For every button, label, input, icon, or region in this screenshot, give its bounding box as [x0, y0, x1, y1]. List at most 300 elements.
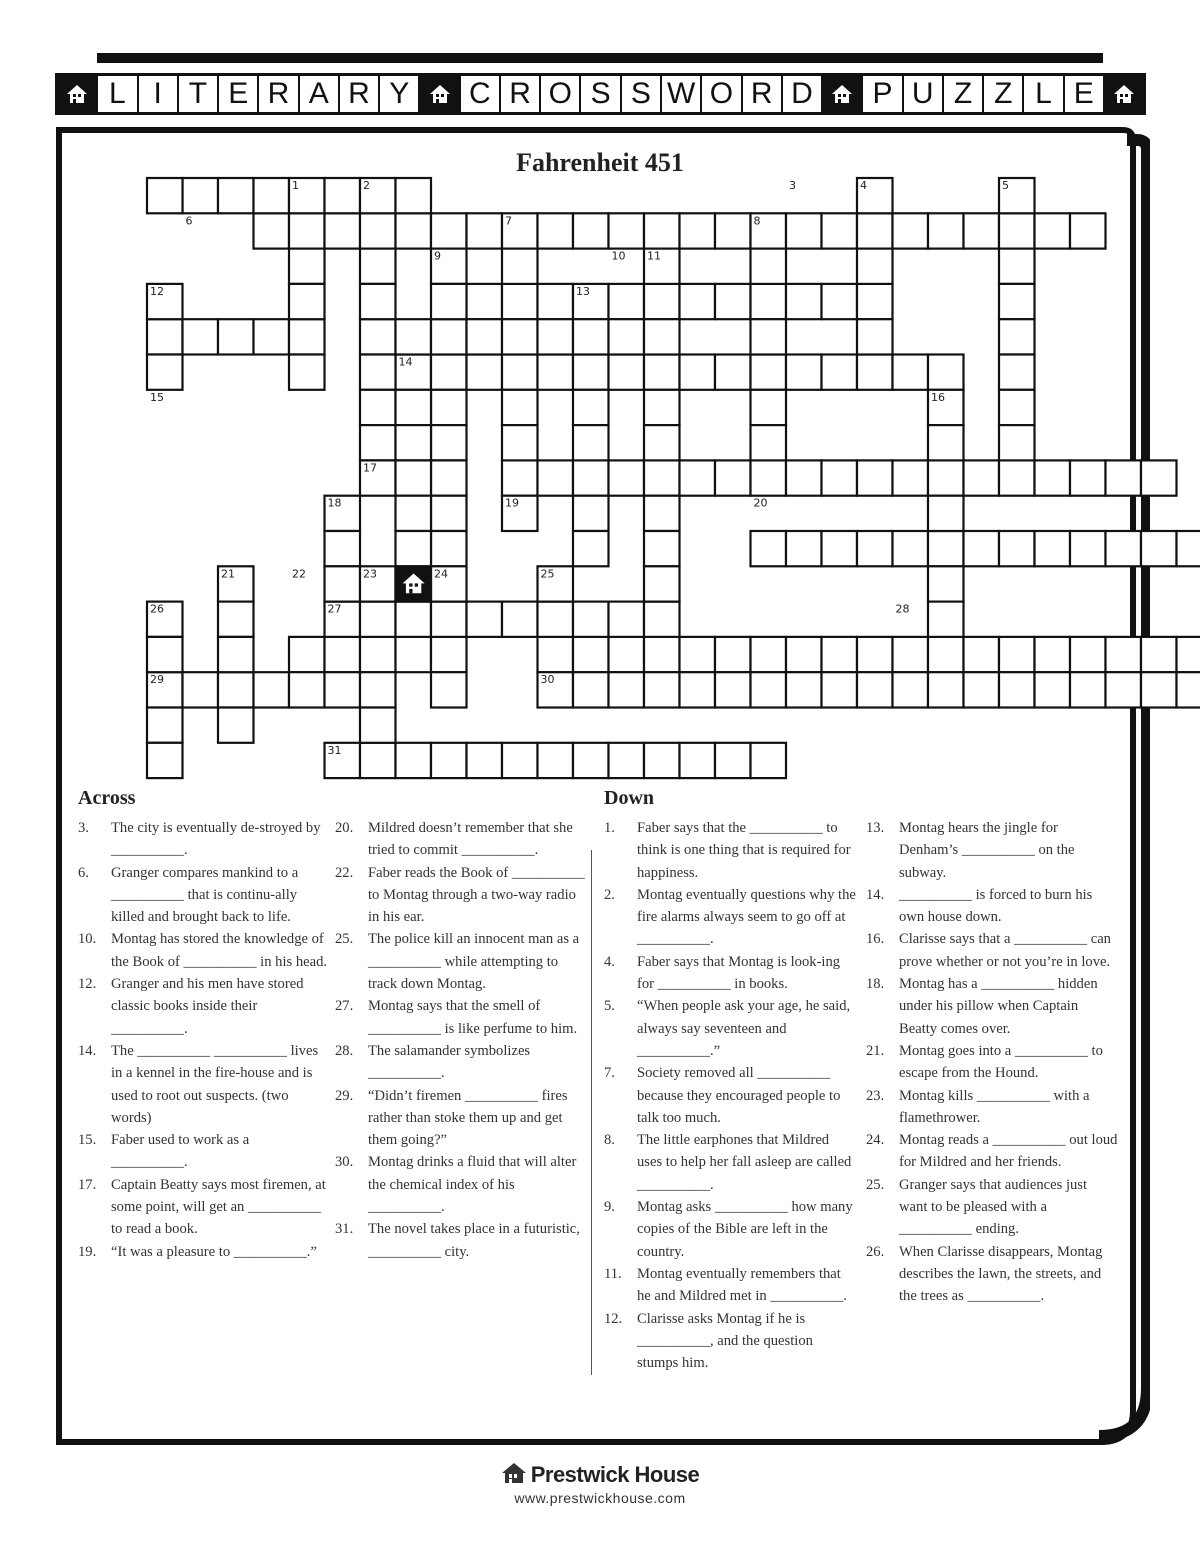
grid-cell[interactable]	[325, 637, 361, 672]
grid-cell[interactable]	[1035, 637, 1071, 672]
grid-cell[interactable]	[431, 390, 467, 425]
grid-cell[interactable]	[609, 672, 645, 707]
grid-cell[interactable]	[1177, 531, 1200, 566]
down-heading: Down	[604, 787, 655, 809]
grid-cell[interactable]	[573, 390, 609, 425]
grid-cell[interactable]	[644, 496, 680, 531]
banner-letter: S	[622, 76, 662, 112]
grid-cell[interactable]	[893, 213, 929, 248]
across-clue	[78, 1040, 328, 1129]
grid-cell[interactable]	[289, 213, 325, 248]
grid-cell[interactable]	[751, 672, 787, 707]
grid-cell[interactable]	[573, 531, 609, 566]
grid-cell[interactable]	[396, 743, 432, 778]
grid-cell[interactable]	[360, 213, 396, 248]
clue-text: The little earphones that Mildred uses to help her fall asleep are called __________.	[637, 1132, 852, 1193]
grid-cell[interactable]	[857, 672, 893, 707]
grid-cell[interactable]	[786, 355, 822, 390]
grid-cell[interactable]	[857, 531, 893, 566]
grid-cell[interactable]	[893, 460, 929, 495]
grid-cell[interactable]	[964, 637, 1000, 672]
banner-letter: D	[783, 76, 823, 112]
grid-cell[interactable]	[431, 284, 467, 319]
grid-cell[interactable]	[573, 213, 609, 248]
grid-cell[interactable]	[360, 743, 396, 778]
grid-cell[interactable]	[786, 672, 822, 707]
grid-cell[interactable]	[999, 284, 1035, 319]
grid-cell[interactable]	[147, 355, 183, 390]
grid-cell[interactable]	[715, 460, 751, 495]
grid-cell[interactable]	[431, 355, 467, 390]
grid-cell[interactable]	[502, 284, 538, 319]
grid-cell[interactable]	[289, 355, 325, 390]
grid-cell[interactable]	[751, 355, 787, 390]
grid-cell[interactable]	[396, 390, 432, 425]
grid-cell[interactable]	[467, 284, 503, 319]
grid-cell[interactable]	[644, 284, 680, 319]
grid-cell[interactable]	[857, 460, 893, 495]
grid-cell[interactable]	[786, 531, 822, 566]
grid-cell[interactable]	[147, 284, 183, 319]
grid-cell[interactable]	[502, 743, 538, 778]
grid-cell[interactable]	[751, 637, 787, 672]
grid-cell[interactable]	[218, 319, 254, 354]
grid-cell[interactable]	[609, 743, 645, 778]
grid-cell[interactable]	[396, 602, 432, 637]
grid-cell[interactable]	[289, 637, 325, 672]
grid-cell[interactable]	[964, 531, 1000, 566]
grid-cell[interactable]	[396, 425, 432, 460]
clue-text: Granger and his men have stored classic books inside their __________.	[111, 976, 304, 1037]
clue-number: 13.	[866, 820, 885, 836]
grid-cell[interactable]	[1035, 672, 1071, 707]
grid-cell[interactable]	[360, 637, 396, 672]
grid-cell[interactable]	[928, 496, 964, 531]
grid-cell[interactable]	[928, 637, 964, 672]
grid-cell[interactable]	[538, 743, 574, 778]
grid-cell[interactable]	[467, 602, 503, 637]
grid-cell[interactable]	[644, 425, 680, 460]
banner-letter: P	[863, 76, 903, 112]
grid-cell[interactable]	[964, 213, 1000, 248]
grid-cell[interactable]	[1141, 531, 1177, 566]
grid-cell[interactable]	[928, 566, 964, 601]
grid-cell[interactable]	[360, 178, 396, 213]
grid-cell[interactable]	[396, 178, 432, 213]
banner-letter: C	[461, 76, 501, 112]
grid-cell[interactable]	[502, 355, 538, 390]
grid-cell[interactable]	[502, 460, 538, 495]
grid-cell[interactable]	[751, 319, 787, 354]
grid-cell[interactable]	[538, 637, 574, 672]
grid-cell[interactable]	[1141, 672, 1177, 707]
grid-cell[interactable]	[538, 213, 574, 248]
grid-cell[interactable]	[644, 566, 680, 601]
grid-cell[interactable]	[467, 355, 503, 390]
grid-cell[interactable]	[680, 743, 716, 778]
grid-cell[interactable]	[609, 355, 645, 390]
grid-cell[interactable]	[396, 531, 432, 566]
grid-cell[interactable]	[1141, 637, 1177, 672]
clue-number: 23.	[866, 1087, 885, 1104]
grid-cell[interactable]	[999, 249, 1035, 284]
grid-cell[interactable]	[928, 672, 964, 707]
grid-cell[interactable]	[751, 743, 787, 778]
clue-text: Montag asks __________ how many copies of the Bible are left in the country.	[637, 1199, 853, 1260]
grid-cell[interactable]	[999, 355, 1035, 390]
grid-cell[interactable]	[999, 531, 1035, 566]
across-clue	[335, 1218, 587, 1263]
down-column-2	[866, 817, 1118, 1308]
down-clue	[866, 1241, 1118, 1308]
across-clue	[78, 928, 328, 973]
grid-cell[interactable]	[680, 637, 716, 672]
grid-cell[interactable]	[715, 743, 751, 778]
grid-cell[interactable]	[573, 637, 609, 672]
grid-cell[interactable]	[644, 319, 680, 354]
grid-cell[interactable]	[1106, 672, 1142, 707]
clue-number: 4.	[604, 953, 615, 970]
grid-cell[interactable]	[715, 672, 751, 707]
grid-cell[interactable]	[431, 602, 467, 637]
grid-cell[interactable]	[431, 213, 467, 248]
clue-text: Montag has a __________ hidden under his pillow when Captain Beatty comes over.	[899, 976, 1098, 1037]
grid-cell[interactable]	[396, 355, 432, 390]
grid-cell[interactable]	[928, 602, 964, 637]
grid-cell[interactable]	[360, 425, 396, 460]
grid-cell[interactable]	[644, 213, 680, 248]
grid-cell[interactable]	[1106, 531, 1142, 566]
grid-cell[interactable]	[893, 531, 929, 566]
grid-cell[interactable]	[928, 531, 964, 566]
grid-cell[interactable]	[396, 496, 432, 531]
grid-cell[interactable]	[289, 319, 325, 354]
grid-cell[interactable]	[538, 355, 574, 390]
grid-cell[interactable]	[857, 178, 893, 213]
grid-cell[interactable]	[751, 213, 787, 248]
grid-cell[interactable]	[1177, 672, 1200, 707]
footer-url[interactable]: www.prestwickhouse.com	[514, 1490, 686, 1506]
grid-cell[interactable]	[928, 460, 964, 495]
grid-cell[interactable]	[751, 460, 787, 495]
grid-cell[interactable]	[325, 531, 361, 566]
clue-number: 2.	[604, 886, 615, 903]
grid-cell[interactable]	[325, 566, 361, 601]
down-clue	[604, 995, 856, 1062]
grid-cell[interactable]	[573, 319, 609, 354]
brand-name: Prestwick House	[530, 1462, 700, 1487]
grid-cell[interactable]	[1070, 637, 1106, 672]
grid-cell[interactable]	[396, 460, 432, 495]
grid-cell[interactable]	[751, 284, 787, 319]
grid-cell[interactable]	[822, 355, 858, 390]
grid-cell[interactable]	[538, 566, 574, 601]
grid-cell[interactable]	[999, 425, 1035, 460]
clue-text: Faber reads the Book of __________ to Montag through a two-way radio in his ear.	[368, 864, 585, 926]
grid-cell[interactable]	[360, 460, 396, 495]
grid-cell[interactable]	[360, 355, 396, 390]
grid-cell[interactable]	[431, 531, 467, 566]
grid-cell[interactable]	[573, 355, 609, 390]
clue-text: The novel takes place in a futuristic, __________ city.	[368, 1221, 580, 1260]
grid-cell[interactable]	[396, 319, 432, 354]
grid-cell[interactable]	[644, 531, 680, 566]
grid-cell[interactable]	[573, 743, 609, 778]
grid-cell[interactable]	[751, 249, 787, 284]
footer-brand[interactable]	[0, 1462, 1200, 1490]
grid-cell[interactable]	[1070, 531, 1106, 566]
grid-cell[interactable]	[502, 425, 538, 460]
grid-cell[interactable]	[822, 637, 858, 672]
grid-cell[interactable]	[1106, 637, 1142, 672]
grid-cell[interactable]	[360, 708, 396, 743]
clue-number: 14.	[866, 886, 885, 903]
grid-cell[interactable]	[431, 249, 467, 284]
grid-cell[interactable]	[183, 672, 219, 707]
grid-cell[interactable]	[822, 213, 858, 248]
grid-cell[interactable]	[325, 213, 361, 248]
grid-cell[interactable]	[502, 496, 538, 531]
grid-cell[interactable]	[218, 566, 254, 601]
grid-cell[interactable]	[538, 602, 574, 637]
grid-cell[interactable]	[857, 355, 893, 390]
grid-cell[interactable]	[218, 178, 254, 213]
grid-cell[interactable]	[893, 355, 929, 390]
grid-cell[interactable]	[1141, 460, 1177, 495]
grid-cell[interactable]	[680, 284, 716, 319]
grid-cell[interactable]	[857, 284, 893, 319]
grid-cell[interactable]	[1035, 460, 1071, 495]
grid-cell[interactable]	[538, 319, 574, 354]
grid-cell[interactable]	[147, 672, 183, 707]
cell-number: 19	[505, 496, 519, 510]
clue-number: 12.	[78, 976, 97, 993]
grid-cell[interactable]	[893, 672, 929, 707]
grid-cell[interactable]	[502, 249, 538, 284]
grid-cell[interactable]	[1106, 460, 1142, 495]
grid-cell[interactable]	[396, 637, 432, 672]
grid-cell[interactable]	[999, 672, 1035, 707]
grid-cell[interactable]	[964, 460, 1000, 495]
grid-cell[interactable]	[1035, 531, 1071, 566]
grid-cell[interactable]	[644, 355, 680, 390]
grid-cell[interactable]	[360, 390, 396, 425]
grid-cell[interactable]	[999, 390, 1035, 425]
grid-cell[interactable]	[289, 284, 325, 319]
grid-cell[interactable]	[467, 743, 503, 778]
grid-cell[interactable]	[147, 743, 183, 778]
clue-number: 12.	[604, 1310, 623, 1327]
grid-cell[interactable]	[218, 672, 254, 707]
grid-cell[interactable]	[147, 637, 183, 672]
grid-cell[interactable]	[751, 531, 787, 566]
grid-cell[interactable]	[360, 284, 396, 319]
grid-cell[interactable]	[147, 708, 183, 743]
banner-letter: O	[541, 76, 581, 112]
grid-cell[interactable]	[786, 637, 822, 672]
grid-cell[interactable]	[609, 460, 645, 495]
clue-text: Montag eventually questions why the fire alarms always seem to go off at __________.	[637, 886, 856, 948]
grid-cell[interactable]	[502, 390, 538, 425]
grid-cell[interactable]	[573, 284, 609, 319]
grid-cell[interactable]	[573, 496, 609, 531]
grid-cell[interactable]	[502, 319, 538, 354]
grid-cell[interactable]	[999, 213, 1035, 248]
grid-cell[interactable]	[644, 602, 680, 637]
grid-cell[interactable]	[928, 355, 964, 390]
grid-cell[interactable]	[325, 743, 361, 778]
clue-text: “When people ask your age, he said, always say seventeen and __________.”	[637, 998, 851, 1059]
grid-cell[interactable]	[254, 213, 290, 248]
grid-cell[interactable]	[538, 460, 574, 495]
grid-cell[interactable]	[999, 178, 1035, 213]
grid-cell[interactable]	[325, 496, 361, 531]
grid-cell[interactable]	[680, 460, 716, 495]
grid-cell[interactable]	[147, 602, 183, 637]
grid-cell[interactable]	[431, 496, 467, 531]
clue-number: 14.	[78, 1042, 97, 1059]
grid-cell[interactable]	[431, 460, 467, 495]
grid-cell[interactable]	[147, 178, 183, 213]
grid-cell[interactable]	[431, 672, 467, 707]
clue-text: Society removed all __________ because they encouraged people to talk too much.	[637, 1065, 841, 1126]
grid-cell[interactable]	[893, 637, 929, 672]
grid-cell[interactable]	[999, 637, 1035, 672]
grid-cell[interactable]	[928, 213, 964, 248]
grid-cell[interactable]	[609, 319, 645, 354]
grid-cell[interactable]	[183, 319, 219, 354]
grid-cell[interactable]	[1070, 460, 1106, 495]
grid-cell[interactable]	[360, 249, 396, 284]
grid-cell[interactable]	[822, 460, 858, 495]
banner-letter: I	[139, 76, 179, 112]
grid-cell[interactable]	[431, 319, 467, 354]
grid-cell[interactable]	[751, 425, 787, 460]
grid-cell[interactable]	[218, 602, 254, 637]
grid-cell[interactable]	[786, 460, 822, 495]
grid-cell[interactable]	[1070, 672, 1106, 707]
grid-cell[interactable]	[786, 213, 822, 248]
grid-cell[interactable]	[431, 425, 467, 460]
grid-cell[interactable]	[289, 249, 325, 284]
grid-cell[interactable]	[254, 319, 290, 354]
grid-cell[interactable]	[467, 213, 503, 248]
grid-cell[interactable]	[254, 178, 290, 213]
grid-cell[interactable]	[644, 637, 680, 672]
grid-cell[interactable]	[325, 178, 361, 213]
banner-letter: A	[300, 76, 340, 112]
clue-number: 6.	[78, 864, 89, 881]
grid-cell[interactable]	[396, 213, 432, 248]
grid-cell[interactable]	[822, 672, 858, 707]
grid-cell[interactable]	[1177, 637, 1200, 672]
clue-number: 7.	[604, 1065, 615, 1082]
grid-cell[interactable]	[644, 249, 680, 284]
grid-cell[interactable]	[325, 602, 361, 637]
grid-cell[interactable]	[325, 672, 361, 707]
grid-cell[interactable]	[573, 460, 609, 495]
grid-cell[interactable]	[147, 319, 183, 354]
grid-cell[interactable]	[431, 743, 467, 778]
grid-cell[interactable]	[431, 637, 467, 672]
grid-cell[interactable]	[502, 213, 538, 248]
grid-cell[interactable]	[609, 284, 645, 319]
grid-cell[interactable]	[360, 672, 396, 707]
grid-cell[interactable]	[680, 672, 716, 707]
grid-cell[interactable]	[538, 672, 574, 707]
grid-cell[interactable]	[573, 672, 609, 707]
grid-cell[interactable]	[1035, 213, 1071, 248]
grid-cell[interactable]	[715, 284, 751, 319]
grid-cell[interactable]	[183, 178, 219, 213]
grid-cell[interactable]	[609, 637, 645, 672]
grid-cell[interactable]	[289, 672, 325, 707]
grid-cell[interactable]	[573, 602, 609, 637]
grid-cell[interactable]	[609, 602, 645, 637]
grid-cell[interactable]	[857, 213, 893, 248]
grid-cell[interactable]	[644, 390, 680, 425]
grid-cell[interactable]	[822, 531, 858, 566]
across-clue	[335, 817, 587, 862]
grid-cell[interactable]	[822, 284, 858, 319]
grid-cell[interactable]	[218, 637, 254, 672]
grid-cell[interactable]	[715, 355, 751, 390]
grid-cell[interactable]	[680, 355, 716, 390]
cell-number: 30	[540, 673, 555, 687]
grid-cell[interactable]	[289, 178, 325, 213]
grid-cell[interactable]	[1070, 213, 1106, 248]
grid-cell[interactable]	[254, 672, 290, 707]
grid-cell[interactable]	[218, 708, 254, 743]
house-icon	[429, 83, 451, 105]
grid-cell[interactable]	[715, 213, 751, 248]
grid-cell[interactable]	[751, 390, 787, 425]
clue-number: 25.	[335, 931, 354, 948]
down-clue	[604, 951, 856, 996]
grid-cell[interactable]	[431, 566, 467, 601]
grid-cell[interactable]	[644, 672, 680, 707]
down-clue	[866, 928, 1118, 973]
grid-cell[interactable]	[360, 566, 396, 601]
grid-cell[interactable]	[715, 637, 751, 672]
grid-cell[interactable]	[538, 284, 574, 319]
grid-cell[interactable]	[573, 425, 609, 460]
grid-cell[interactable]	[928, 425, 964, 460]
across-heading: Across	[78, 787, 136, 809]
grid-cell[interactable]	[680, 213, 716, 248]
grid-cell[interactable]	[609, 213, 645, 248]
grid-cell[interactable]	[360, 319, 396, 354]
cell-number: 12	[150, 284, 164, 298]
grid-cell[interactable]	[999, 460, 1035, 495]
banner-letter: E	[219, 76, 259, 112]
column-divider	[591, 850, 592, 1375]
grid-cell[interactable]	[964, 672, 1000, 707]
down-clue	[604, 884, 856, 951]
grid-cell[interactable]	[857, 319, 893, 354]
grid-cell[interactable]	[857, 637, 893, 672]
grid-cell[interactable]	[360, 602, 396, 637]
grid-cell[interactable]	[644, 743, 680, 778]
grid-cell[interactable]	[928, 390, 964, 425]
grid-cell[interactable]	[467, 319, 503, 354]
clue-text: __________ is forced to burn his own house down.	[899, 886, 1093, 926]
grid-cell[interactable]	[786, 284, 822, 319]
grid-cell[interactable]	[999, 319, 1035, 354]
grid-cell[interactable]	[502, 602, 538, 637]
grid-cell[interactable]	[644, 460, 680, 495]
grid-cell[interactable]	[857, 249, 893, 284]
